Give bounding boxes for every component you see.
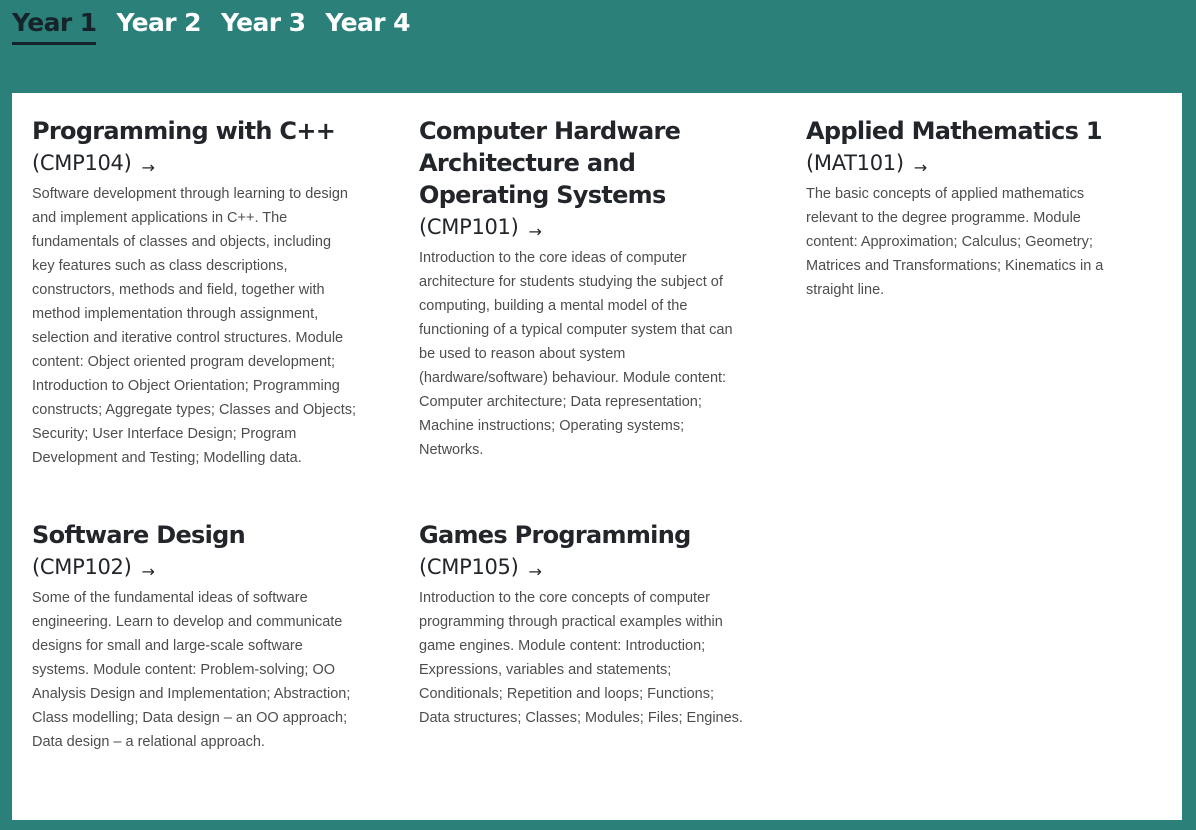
arrow-right-icon[interactable]: → [528,222,542,241]
module-code[interactable]: (MAT101) [806,151,904,175]
module-card-cmp104 [32,115,357,470]
module-title [419,115,744,211]
module-code[interactable]: (CMP105) [419,555,519,579]
module-card-mat101 [806,115,1131,302]
tab-year-1[interactable]: Year 1 [12,6,96,45]
module-card-cmp102 [32,519,357,754]
arrow-right-icon[interactable]: → [141,158,155,177]
module-title-line: Operating Systems [419,181,666,209]
module-code[interactable]: (CMP102) [32,555,132,579]
year-tabs [12,6,430,46]
module-title [32,519,357,551]
module-code-link[interactable] [806,147,1131,179]
module-description: Introduction to the core ideas of computer architecture for students studying the subject of computing, building a mental model of the functioning of a typical computer system that can be used to reason about system (hardware/software) behaviour. Module content: Computer architecture; Data representation; Machine instructions; Operating systems; Networks. [419,250,733,458]
module-title-line: Programming with C++ [32,117,336,145]
module-description: Introduction to the core concepts of computer programming through practical examples within game engines. Module content: Introduction; Expressions, variables and statements; Conditionals; Repetition and loops; Functions; Data structures; Classes; Modules; Files; Engines. [419,590,743,726]
module-code-link[interactable] [32,147,357,179]
module-title-line: Computer Hardware [419,117,681,145]
module-title-line: Applied Mathematics 1 [806,117,1102,145]
arrow-right-icon[interactable]: → [141,562,155,581]
arrow-right-icon[interactable]: → [528,562,542,581]
module-code-link[interactable] [32,551,357,583]
module-code[interactable]: (CMP101) [419,215,519,239]
tab-year-2[interactable]: Year 2 [116,8,201,37]
module-code[interactable]: (CMP104) [32,151,132,175]
module-title [419,519,744,551]
module-title-line: Software Design [32,521,246,549]
arrow-right-icon[interactable]: → [913,158,928,177]
module-card-cmp101 [419,115,744,462]
module-title-line: Architecture and [419,149,636,177]
module-title-line: Games Programming [419,521,691,549]
module-title [32,115,357,147]
module-description: The basic concepts of applied mathematics relevant to the degree programme. Module content: Approximation; Calculus; Geometry; Matrices and Transformations; Kinematics in a straight line. [806,186,1104,298]
module-card-cmp105 [419,519,744,730]
module-description: Software development through learning to design and implement applications in C++. The fundamentals of classes and objects, including key features such as class descriptions, constructors, methods and field, together with method implementation through assignment, selection and iterative control structures. Module content: Object oriented program development; Introduction to Object Orientation; Programming constructs; Aggregate types; Classes and Objects; Security; User Interface Design; Program Development and Testing; Modelling data. [32,186,356,466]
module-title [806,115,1131,147]
module-code-link[interactable] [419,211,744,243]
module-description: Some of the fundamental ideas of software engineering. Learn to develop and communicate designs for small and large-scale software systems. Module content: Problem-solving; OO Analysis Design and Implementation; Abstraction; Class modelling; Data design – an OO approach; Data design – a relational approach. [32,590,351,750]
tab-year-3[interactable]: Year 3 [220,8,306,37]
tab-year-4[interactable]: Year 4 [325,8,410,37]
modules-panel [12,93,1182,820]
module-code-link[interactable] [419,551,744,583]
